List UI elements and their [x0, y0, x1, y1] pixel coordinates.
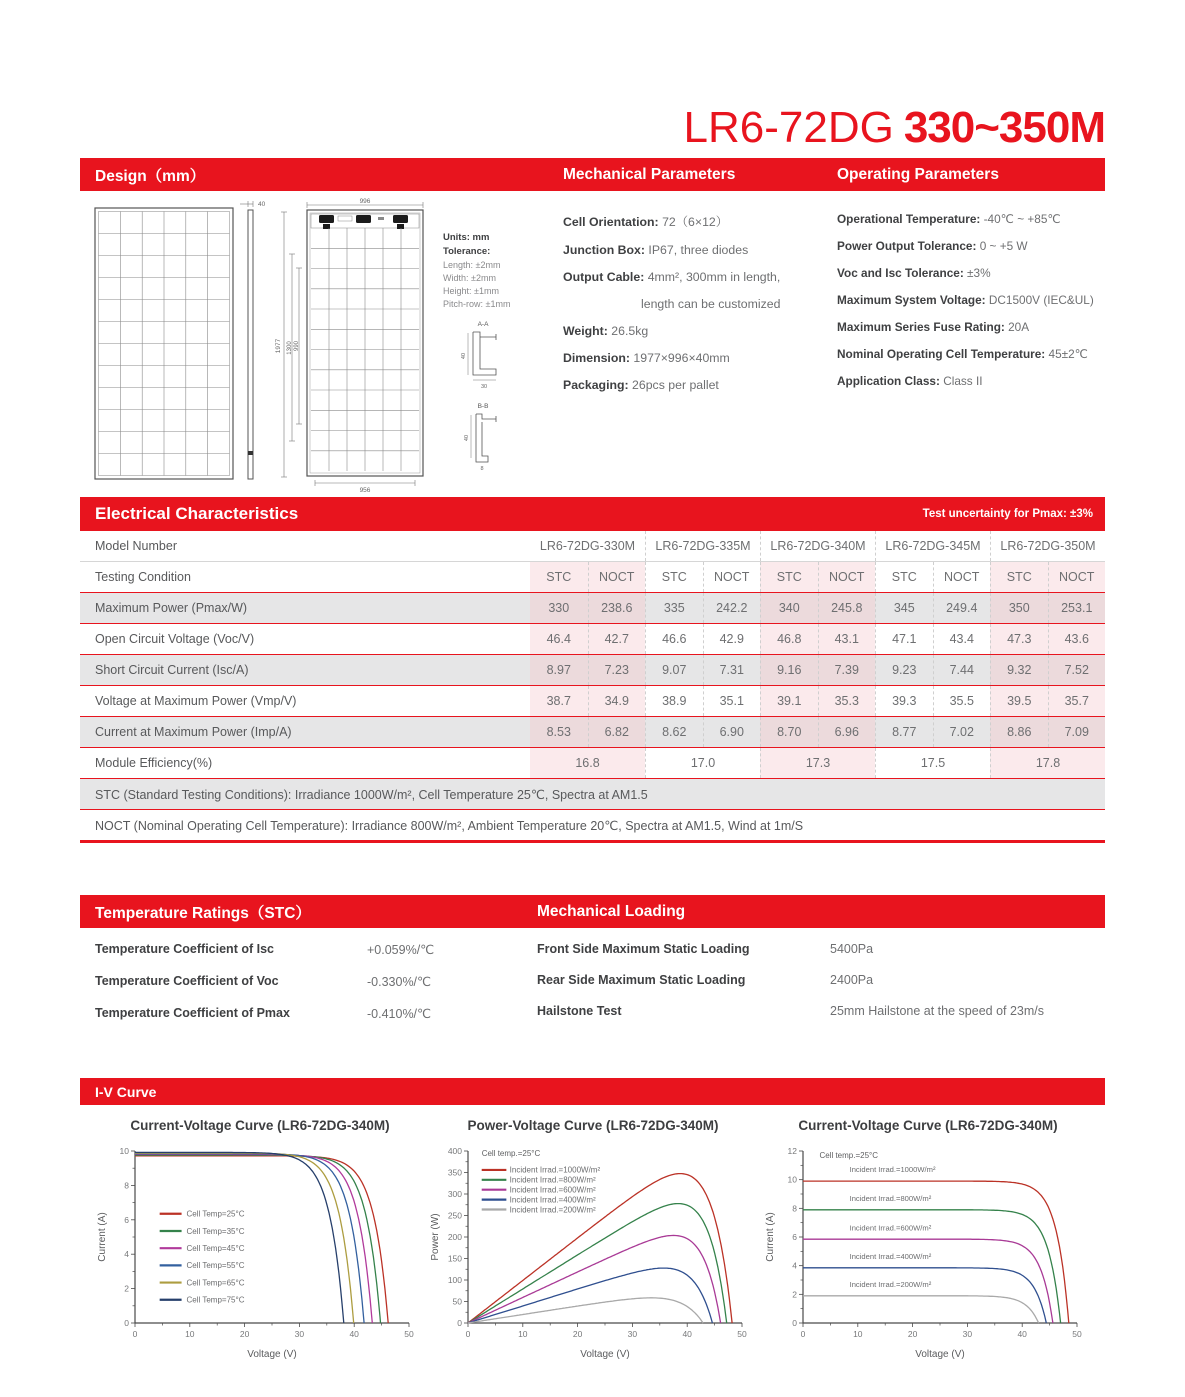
svg-text:Incident Irrad.=200W/m²: Incident Irrad.=200W/m²: [849, 1279, 932, 1289]
param-label: Voc and Isc Tolerance:: [837, 266, 964, 280]
mechanical-parameters-header: Mechanical Parameters: [563, 165, 736, 183]
spec-row: [95, 974, 434, 989]
table-row: [80, 655, 1105, 686]
param-label: Nominal Operating Cell Temperature:: [837, 347, 1046, 361]
spec-label: Temperature Coefficient of Isc: [95, 942, 274, 956]
chart-title: Current-Voltage Curve (LR6-72DG-340M): [130, 1118, 390, 1133]
row-label: Current at Maximum Power (Imp/A): [95, 725, 292, 739]
units-label: Units: mm: [443, 232, 490, 243]
operating-parameter-item: [837, 239, 1109, 253]
electrical-characteristics-table: [80, 531, 1105, 843]
param-label: Cell Orientation:: [563, 215, 659, 229]
section-a-a: [461, 321, 496, 390]
svg-text:A-A: A-A: [477, 321, 489, 328]
tolerance-length: Length: ±2mm: [443, 260, 501, 270]
tolerance-block: [443, 232, 510, 309]
value-cell: 39.3: [875, 686, 933, 716]
dim-bottom-width: 956: [359, 487, 371, 494]
testing-condition-cell: NOCT: [588, 562, 646, 592]
efficiency-cell: 17.5: [875, 748, 990, 778]
param-value: 72（6×12）: [662, 215, 729, 229]
chart-series-4: [803, 1296, 1039, 1323]
value-cell: 9.16: [760, 655, 818, 685]
value-cell: 238.6: [588, 593, 646, 623]
chart-series-0: [803, 1181, 1069, 1323]
svg-text:40: 40: [464, 434, 470, 442]
svg-text:350: 350: [447, 1167, 462, 1178]
svg-text:0: 0: [465, 1329, 471, 1339]
temperature-ratings-list: [95, 942, 434, 1021]
dim-thickness: 40: [258, 201, 266, 208]
spec-label: Rear Side Maximum Static Loading: [537, 973, 746, 987]
svg-text:40: 40: [349, 1329, 359, 1339]
efficiency-cell: 16.8: [530, 748, 645, 778]
row-label: Maximum Power (Pmax/W): [95, 601, 248, 615]
svg-text:10: 10: [853, 1329, 863, 1339]
mechanical-loading-header: Mechanical Loading: [537, 902, 686, 920]
testing-condition-label: Testing Condition: [95, 570, 191, 584]
svg-text:4: 4: [124, 1249, 129, 1260]
chart-series-1: [803, 1210, 1061, 1323]
spec-row: [95, 942, 434, 957]
value-cell: 8.77: [875, 717, 933, 747]
param-label: Maximum System Voltage:: [837, 293, 986, 307]
spec-label: Hailstone Test: [537, 1004, 622, 1018]
model-name-cell: LR6-72DG-350M: [990, 531, 1105, 561]
table-row: [80, 531, 1105, 562]
noct-note: NOCT (Nominal Operating Cell Temperature): Irradiance 800W/m², Ambient Temperature 20℃, Spectra at AM1.5, Wind at 1m/S: [95, 818, 804, 833]
tolerance-label: Tolerance:: [443, 246, 491, 257]
operating-parameter-item: [837, 266, 1109, 280]
svg-text:8: 8: [480, 466, 484, 472]
testing-condition-cell: STC: [990, 562, 1048, 592]
svg-text:Voltage (V): Voltage (V): [915, 1349, 965, 1360]
svg-text:10: 10: [185, 1329, 195, 1339]
mechanical-parameter-item: [563, 324, 828, 338]
svg-text:2: 2: [124, 1283, 129, 1294]
value-cell: 6.96: [818, 717, 876, 747]
product-model: LR6-72DG: [683, 103, 894, 152]
value-cell: 7.44: [933, 655, 991, 685]
spec-value: 5400Pa: [830, 942, 874, 956]
section-band-temp-loading: [80, 895, 1105, 928]
svg-text:40: 40: [682, 1329, 692, 1339]
mechanical-loading-list: [537, 942, 1044, 1018]
mechanical-parameter-item: [563, 351, 828, 365]
value-cell: 345: [875, 593, 933, 623]
chart-current-voltage-irradiance: [763, 1118, 1093, 1370]
svg-text:Cell temp.=25°C: Cell temp.=25°C: [481, 1149, 541, 1159]
svg-text:300: 300: [447, 1189, 462, 1199]
iv-irradiance-chart-svg: [763, 1137, 1093, 1365]
pv-chart-svg: [428, 1137, 758, 1365]
value-cell: 35.5: [933, 686, 991, 716]
svg-text:30: 30: [294, 1329, 305, 1339]
value-cell: 39.5: [990, 686, 1048, 716]
row-label: Voltage at Maximum Power (Vmp/V): [95, 694, 297, 708]
value-cell: 9.07: [645, 655, 703, 685]
chart-title: Power-Voltage Curve (LR6-72DG-340M): [467, 1118, 719, 1133]
iv-curve-header: I-V Curve: [95, 1083, 157, 1100]
tolerance-width: Width: ±2mm: [443, 273, 496, 283]
svg-text:Incident Irrad.=600W/m²: Incident Irrad.=600W/m²: [849, 1223, 932, 1233]
value-cell: 38.9: [645, 686, 703, 716]
svg-text:30: 30: [480, 384, 488, 390]
value-cell: 46.6: [645, 624, 703, 654]
param-value: 20A: [1008, 320, 1030, 334]
svg-text:40: 40: [1017, 1329, 1027, 1339]
svg-text:Cell Temp=55°C: Cell Temp=55°C: [186, 1261, 245, 1271]
spec-row: [537, 973, 1044, 987]
svg-text:30: 30: [962, 1329, 973, 1339]
param-label: Dimension:: [563, 351, 630, 365]
operating-parameter-item: [837, 212, 1109, 226]
dim-inner-height2: 990: [294, 340, 300, 352]
value-cell: 7.39: [818, 655, 876, 685]
param-value: 26.5kg: [611, 324, 649, 338]
value-cell: 8.62: [645, 717, 703, 747]
value-cell: 8.70: [760, 717, 818, 747]
svg-text:50: 50: [452, 1296, 462, 1307]
row-label: Short Circuit Current (Isc/A): [95, 663, 249, 677]
front-view-cell-grid: [99, 212, 230, 476]
value-cell: 8.97: [530, 655, 588, 685]
chart-title: Current-Voltage Curve (LR6-72DG-340M): [798, 1118, 1058, 1133]
operating-parameter-item: [837, 320, 1109, 334]
param-label: Operational Temperature:: [837, 212, 981, 226]
value-cell: 35.3: [818, 686, 876, 716]
row-label: Open Circuit Voltage (Voc/V): [95, 632, 255, 646]
value-cell: 43.1: [818, 624, 876, 654]
svg-text:Incident Irrad.=600W/m²: Incident Irrad.=600W/m²: [509, 1185, 596, 1195]
spec-value: 25mm Hailstone at the speed of 23m/s: [830, 1004, 1045, 1018]
pmax-uncertainty-note: Test uncertainty for Pmax: ±3%: [922, 508, 1093, 520]
spec-label: Front Side Maximum Static Loading: [537, 942, 750, 956]
spec-row: [95, 1006, 434, 1021]
value-cell: 39.1: [760, 686, 818, 716]
back-view-cell-grid: [311, 228, 419, 471]
svg-text:Cell Temp=65°C: Cell Temp=65°C: [186, 1278, 245, 1288]
param-label: Output Cable:: [563, 270, 645, 284]
svg-text:Incident Irrad.=1000W/m²: Incident Irrad.=1000W/m²: [509, 1165, 601, 1175]
chart-power-voltage: [428, 1118, 758, 1370]
svg-text:250: 250: [447, 1210, 462, 1221]
svg-text:Cell temp.=25°C: Cell temp.=25°C: [819, 1151, 879, 1161]
mechanical-parameter-item: [563, 378, 828, 392]
svg-text:Cell Temp=75°C: Cell Temp=75°C: [186, 1295, 245, 1305]
value-cell: 38.7: [530, 686, 588, 716]
tolerance-height: Height: ±1mm: [443, 286, 499, 296]
value-cell: 7.09: [1048, 717, 1106, 747]
svg-text:10: 10: [119, 1146, 129, 1156]
value-cell: 9.23: [875, 655, 933, 685]
svg-text:20: 20: [239, 1329, 250, 1339]
model-number-label: Model Number: [95, 539, 177, 553]
section-band-iv-curve: [80, 1078, 1105, 1105]
tolerance-pitch: Pitch-row: ±1mm: [443, 299, 511, 309]
param-label: Maximum Series Fuse Rating:: [837, 320, 1005, 334]
value-cell: 8.86: [990, 717, 1048, 747]
row-label: Module Efficiency(%): [95, 756, 213, 770]
param-value: 45±2℃: [1048, 347, 1088, 361]
value-cell: 330: [530, 593, 588, 623]
testing-condition-cell: NOCT: [703, 562, 761, 592]
operating-parameter-item: [837, 293, 1109, 307]
param-value: 4mm², 300mm in length,: [647, 270, 781, 284]
table-row: [80, 717, 1105, 748]
svg-text:50: 50: [1072, 1329, 1082, 1339]
svg-text:100: 100: [447, 1275, 462, 1285]
svg-text:Voltage (V): Voltage (V): [247, 1349, 297, 1360]
value-cell: 43.4: [933, 624, 991, 654]
mechanical-parameter-item: [563, 270, 828, 284]
table-row: [80, 624, 1105, 655]
param-label: Weight:: [563, 324, 608, 338]
operating-parameter-item: [837, 347, 1109, 361]
mechanical-parameter-item: [563, 297, 828, 311]
svg-text:8: 8: [124, 1180, 129, 1191]
svg-text:Cell Temp=35°C: Cell Temp=35°C: [186, 1226, 245, 1236]
efficiency-cell: 17.8: [990, 748, 1105, 778]
section-band-top: [80, 158, 1105, 191]
spec-value: -0.410%/℃: [367, 1007, 432, 1021]
value-cell: 35.7: [1048, 686, 1106, 716]
stc-note: STC (Standard Testing Conditions): Irradiance 1000W/m², Cell Temperature 25℃, Spectra at AM1.5: [80, 779, 1105, 810]
svg-text:30: 30: [627, 1329, 638, 1339]
model-name-cell: LR6-72DG-335M: [645, 531, 760, 561]
svg-text:Cell Temp=25°C: Cell Temp=25°C: [186, 1209, 245, 1219]
value-cell: 253.1: [1048, 593, 1106, 623]
dim-height: 1977: [275, 338, 282, 354]
value-cell: 9.32: [990, 655, 1048, 685]
value-cell: 35.1: [703, 686, 761, 716]
value-cell: 43.6: [1048, 624, 1106, 654]
chart-series-2: [468, 1235, 721, 1323]
testing-condition-cell: STC: [645, 562, 703, 592]
svg-text:40: 40: [461, 352, 467, 360]
efficiency-cell: 17.3: [760, 748, 875, 778]
svg-text:400: 400: [447, 1146, 462, 1156]
table-row: [80, 686, 1105, 717]
svg-text:2: 2: [792, 1289, 797, 1300]
param-value: 1977×996×40mm: [633, 351, 730, 365]
testing-condition-cell: NOCT: [1048, 562, 1106, 592]
chart-series-3: [468, 1268, 712, 1323]
value-cell: 242.2: [703, 593, 761, 623]
value-cell: 46.4: [530, 624, 588, 654]
value-cell: 7.52: [1048, 655, 1106, 685]
chart-series-0: [468, 1174, 732, 1323]
model-name-cell: LR6-72DG-340M: [760, 531, 875, 561]
model-name-cell: LR6-72DG-345M: [875, 531, 990, 561]
svg-text:20: 20: [572, 1329, 583, 1339]
dim-top-width: 996: [359, 198, 371, 205]
table-row: [80, 593, 1105, 624]
mechanical-parameter-item: [563, 212, 828, 230]
param-value: Class II: [943, 374, 983, 388]
section-b-b: [464, 403, 496, 472]
spec-row: [537, 1004, 1044, 1018]
param-label: Junction Box:: [563, 243, 645, 257]
spec-label: Temperature Coefficient of Pmax: [95, 1006, 290, 1020]
svg-text:10: 10: [518, 1329, 528, 1339]
testing-condition-cell: NOCT: [818, 562, 876, 592]
value-cell: 8.53: [530, 717, 588, 747]
svg-text:Cell Temp=45°C: Cell Temp=45°C: [186, 1243, 245, 1253]
value-cell: 249.4: [933, 593, 991, 623]
svg-text:6: 6: [124, 1214, 129, 1225]
param-value: IP67, three diodes: [648, 243, 749, 257]
efficiency-cell: 17.0: [645, 748, 760, 778]
value-cell: 7.23: [588, 655, 646, 685]
param-value: -40℃ ~ +85℃: [983, 212, 1061, 226]
spec-value: -0.330%/℃: [367, 975, 432, 989]
testing-condition-cell: NOCT: [933, 562, 991, 592]
svg-text:Current (A): Current (A): [97, 1212, 108, 1262]
svg-text:6: 6: [792, 1232, 797, 1242]
svg-text:0: 0: [800, 1329, 806, 1339]
param-label: Application Class:: [837, 374, 940, 388]
spec-value: +0.059%/℃: [367, 943, 435, 957]
value-cell: 42.7: [588, 624, 646, 654]
value-cell: 47.1: [875, 624, 933, 654]
svg-text:Incident Irrad.=800W/m²: Incident Irrad.=800W/m²: [509, 1175, 596, 1185]
junction-boxes: [319, 215, 408, 229]
table-row: [80, 562, 1105, 593]
param-value: ±3%: [967, 266, 991, 280]
svg-text:B-B: B-B: [477, 403, 489, 410]
page-title: [80, 103, 1105, 153]
svg-text:Voltage (V): Voltage (V): [580, 1349, 630, 1360]
value-cell: 7.02: [933, 717, 991, 747]
dim-inner-height1: 1300: [287, 341, 293, 355]
mechanical-parameters-list: [563, 212, 828, 392]
svg-text:50: 50: [737, 1329, 747, 1339]
testing-condition-cell: STC: [760, 562, 818, 592]
param-value: 26pcs per pallet: [632, 378, 719, 392]
chart-series-3: [135, 1154, 364, 1323]
value-cell: 6.90: [703, 717, 761, 747]
svg-text:Incident Irrad.=800W/m²: Incident Irrad.=800W/m²: [849, 1193, 932, 1203]
value-cell: 335: [645, 593, 703, 623]
chart-series-0: [135, 1156, 388, 1323]
value-cell: 6.82: [588, 717, 646, 747]
svg-text:0: 0: [132, 1329, 138, 1339]
testing-condition-cell: STC: [875, 562, 933, 592]
svg-text:50: 50: [404, 1329, 414, 1339]
svg-text:10: 10: [787, 1174, 797, 1185]
spec-label: Temperature Coefficient of Voc: [95, 974, 279, 988]
spec-row: [537, 942, 1044, 956]
value-cell: 340: [760, 593, 818, 623]
value-cell: 46.8: [760, 624, 818, 654]
svg-text:Incident Irrad.=200W/m²: Incident Irrad.=200W/m²: [509, 1205, 596, 1215]
param-label: Packaging:: [563, 378, 629, 392]
iv-temp-chart-svg: [95, 1137, 425, 1365]
value-cell: 47.3: [990, 624, 1048, 654]
svg-text:0: 0: [457, 1318, 462, 1328]
mechanical-parameter-item: [563, 243, 828, 257]
param-value: 0 ~ +5 W: [979, 239, 1028, 253]
svg-text:8: 8: [792, 1203, 797, 1214]
design-header: Design（mm）: [95, 167, 206, 185]
product-power-range: 330~350M: [903, 103, 1105, 152]
operating-parameters-list: [837, 212, 1109, 388]
chart-current-voltage-temp: [95, 1118, 425, 1370]
value-cell: 34.9: [588, 686, 646, 716]
svg-text:4: 4: [792, 1260, 797, 1271]
param-label: Power Output Tolerance:: [837, 239, 977, 253]
svg-text:Incident Irrad.=400W/m²: Incident Irrad.=400W/m²: [509, 1195, 596, 1205]
spec-value: 2400Pa: [830, 973, 874, 987]
temperature-ratings-header: Temperature Ratings（STC）: [95, 904, 311, 922]
svg-text:150: 150: [447, 1253, 462, 1264]
panel-technical-drawing: [80, 196, 540, 494]
svg-text:200: 200: [447, 1232, 462, 1242]
param-value: DC1500V (IEC&UL): [988, 293, 1094, 307]
svg-text:Current (A): Current (A): [765, 1212, 776, 1262]
section-band-electrical: [80, 497, 1105, 531]
testing-condition-cell: STC: [530, 562, 588, 592]
table-row: [80, 748, 1105, 779]
svg-text:0: 0: [124, 1318, 129, 1328]
svg-text:Incident Irrad.=400W/m²: Incident Irrad.=400W/m²: [849, 1251, 932, 1261]
svg-text:12: 12: [787, 1146, 797, 1156]
model-name-cell: LR6-72DG-330M: [539, 539, 636, 553]
operating-parameter-item: [837, 374, 1109, 388]
svg-text:0: 0: [792, 1318, 797, 1328]
param-value: length can be customized: [641, 297, 781, 311]
svg-text:Incident Irrad.=1000W/m²: Incident Irrad.=1000W/m²: [849, 1165, 936, 1175]
value-cell: 7.31: [703, 655, 761, 685]
svg-text:Power (W): Power (W): [430, 1213, 441, 1261]
operating-parameters-header: Operating Parameters: [837, 165, 999, 183]
value-cell: 245.8: [818, 593, 876, 623]
value-cell: 42.9: [703, 624, 761, 654]
svg-text:20: 20: [907, 1329, 918, 1339]
value-cell: 350: [990, 593, 1048, 623]
electrical-characteristics-header: Electrical Characteristics: [95, 504, 299, 523]
